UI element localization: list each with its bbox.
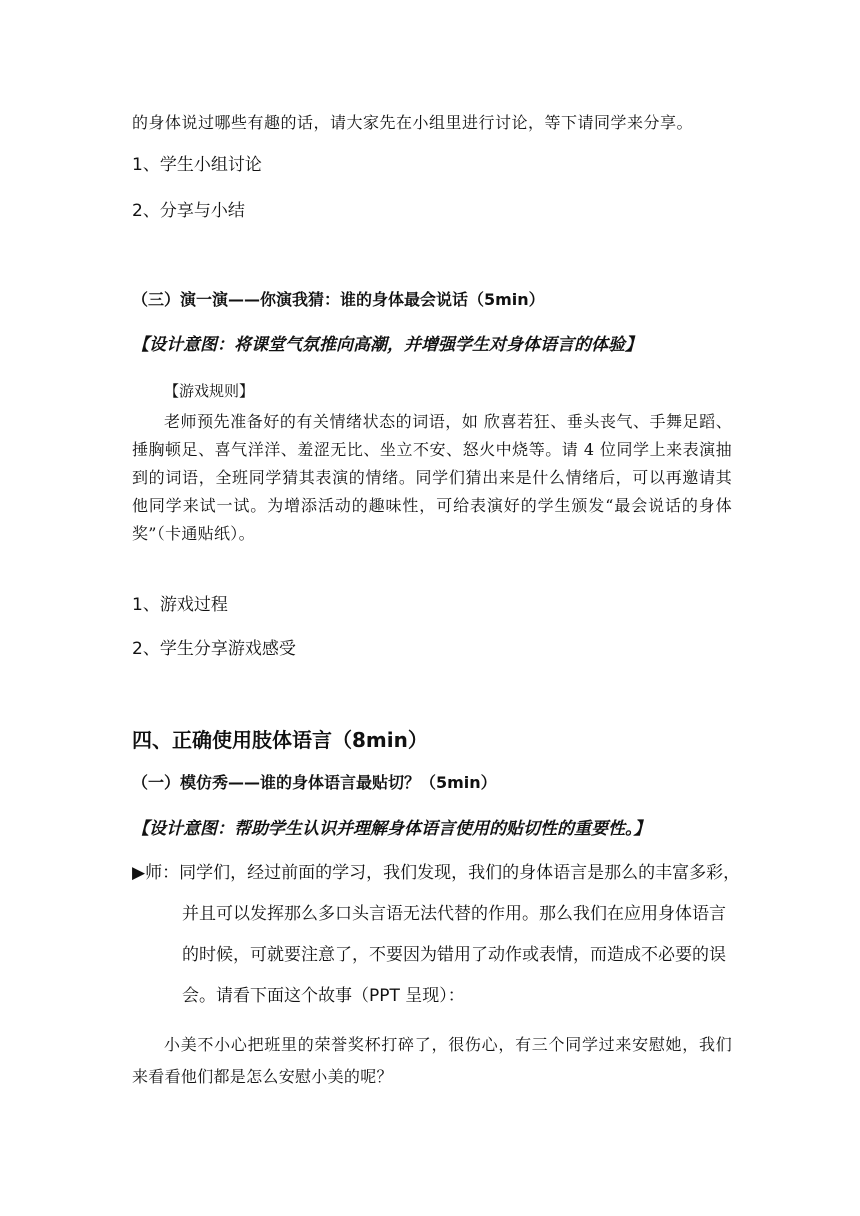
step-share-summary: 2、分享与小结 bbox=[132, 201, 245, 221]
part-4-heading: 四、正确使用肢体语言（8min） bbox=[132, 728, 428, 752]
game-rules-paragraph: 老师预先准备好的有关情绪状态的词语，如 欣喜若狂、垂头丧气、手舞足蹈、捶胸顿足、喜气洋洋、羞涩无比、坐立不安、怒火中烧等。请 4 位同学上来表演抽到的词语，全班同学猜其表演的情绪。同学们猜出来是什么情绪后，可以再邀请其他同学来试一试。为增添活动的趣味性，可给表演好的学生颁发“最会说话的身体奖”（卡通贴纸）。 bbox=[132, 412, 732, 543]
part-4-sub-heading: （一）模仿秀——谁的身体语言最贴切？（5min） bbox=[132, 773, 497, 792]
teacher-dialogue bbox=[132, 853, 741, 1017]
part-4-design-intent: 【设计意图：帮助学生认识并理解身体语言使用的贴切性的重要性。】 bbox=[132, 819, 651, 839]
game-rules-label: 【游戏规则】 bbox=[164, 382, 255, 400]
teacher-dialogue-continuation: 并且可以发挥那么多口头言语无法代替的作用。那么我们在应用身体语言的时候，可就要注意了，不要因为错用了动作或表情，而造成不必要的误会。请看下面这个故事（PPT 呈现）： bbox=[182, 904, 726, 1006]
section-3-design-intent: 【设计意图：将课堂气氛推向高潮，并增强学生对身体语言的体验】 bbox=[132, 335, 642, 355]
step-group-discussion: 1、学生小组讨论 bbox=[132, 155, 262, 175]
section-3-heading: （三）演一演——你演我猜：谁的身体最会说话（5min） bbox=[132, 290, 545, 309]
story-paragraph: 小美不小心把班里的荣誉奖杯打碎了，很伤心，有三个同学过来安慰她，我们来看看他们都是怎么安慰小美的呢？ bbox=[132, 1035, 732, 1086]
intro-paragraph-line: 的身体说过哪些有趣的话，请大家先在小组里进行讨论，等下请同学来分享。 bbox=[132, 113, 694, 132]
step-game-process: 1、游戏过程 bbox=[132, 595, 228, 615]
step-share-feelings: 2、学生分享游戏感受 bbox=[132, 639, 296, 659]
teacher-dialogue-first-line: ▶师：同学们，经过前面的学习，我们发现，我们的身体语言是那么的丰富多彩， bbox=[132, 863, 741, 883]
